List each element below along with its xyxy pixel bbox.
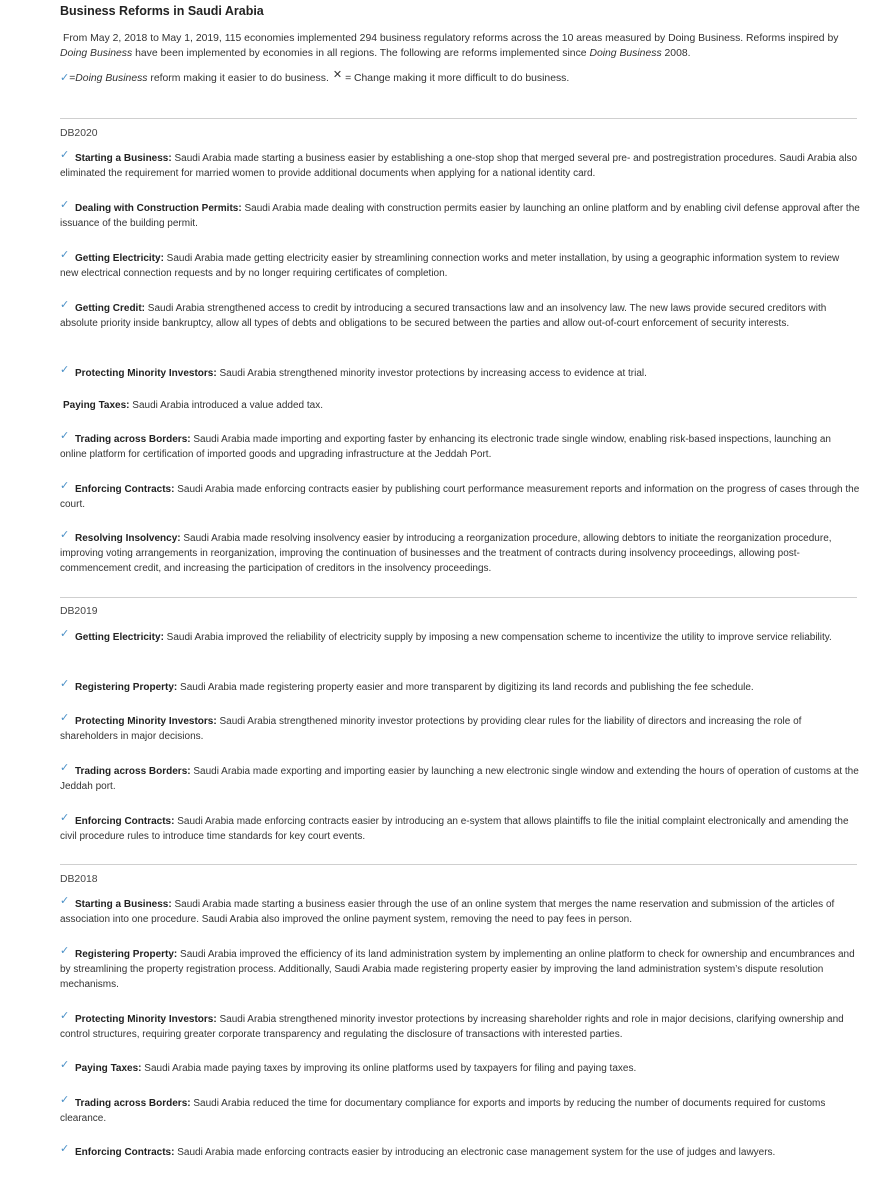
reform-text: Saudi Arabia made registering property easier and more transparent by digitizing its land records and publishing the fee schedule. <box>177 682 754 693</box>
section-divider <box>60 864 857 865</box>
reform-text: Saudi Arabia made dealing with construction permits easier by launching an online platform and by enabling civil defense approval after the issuance of the building permit. <box>60 203 860 229</box>
section-divider <box>60 118 857 119</box>
reform-label: Starting a Business: <box>75 153 172 164</box>
page-title: Business Reforms in Saudi Arabia <box>60 4 264 18</box>
legend-positive-text: reform making it easier to do business. <box>147 73 329 84</box>
reform-text: Saudi Arabia strengthened minority investor protections by increasing shareholder rights and role in major decisions, clarifying ownership and control structures, requiring greater corporate transparency and regulating the disclosure of transactions with interested parties. <box>60 1014 844 1040</box>
reform-text: Saudi Arabia improved the reliability of electricity supply by imposing a new compensation scheme to incentivize the utility to improve service reliability. <box>163 632 832 643</box>
reform-label: Getting Credit: <box>75 303 145 314</box>
reform-item <box>60 251 860 281</box>
checkmark-icon: ✓ <box>60 72 70 84</box>
year-heading-db2018: DB2018 <box>60 874 98 885</box>
reform-label: Registering Property: <box>75 949 178 960</box>
reform-label: Trading across Borders: <box>75 766 191 777</box>
reform-text: Saudi Arabia strengthened minority investor protections by providing clear rules for the liability of directors and increasing the role of shareholders in major decisions. <box>60 716 802 742</box>
reform-text: Saudi Arabia made exporting and importing easier by launching a new electronic single window and extending the hours of operation of customs at the Jeddah port. <box>60 766 859 792</box>
reform-text: Saudi Arabia made enforcing contracts easier by publishing court performance measurement reports and information on the progress of cases through the court. <box>60 484 860 510</box>
reform-label: Trading across Borders: <box>75 1098 191 1109</box>
reform-text: Saudi Arabia made importing and exporting faster by enhancing its electronic trade single window, enabling risk-based inspections, launching an online platform for certification of imported goods and upgrading infrastructure at the Jeddah Port. <box>60 434 831 460</box>
reform-text: Saudi Arabia made starting a business easier through the use of an online system that merges the name reservation and submission of the articles of association into one procedure. Saudi Arabia also improved the online payment system, removing the need to pay fees in person. <box>60 899 835 925</box>
reform-item <box>60 1061 860 1076</box>
reform-item <box>60 201 860 231</box>
checkmark-icon: ✓ <box>60 762 70 774</box>
checkmark-icon: ✓ <box>60 678 70 690</box>
reform-label: Enforcing Contracts: <box>75 484 175 495</box>
checkmark-icon: ✓ <box>60 1059 70 1071</box>
intro-text-3: 2008. <box>661 48 691 59</box>
reform-text: Saudi Arabia strengthened access to credit by introducing a secured transactions law and an insolvency law. The new laws provide secured creditors with absolute priority inside bankruptcy, allow all types of debts and obligations to be secured between the parties and allow out-of-court enforcement of security interests. <box>60 303 827 329</box>
reform-item <box>60 764 860 794</box>
checkmark-icon: ✓ <box>60 812 70 824</box>
checkmark-icon: ✓ <box>60 529 70 541</box>
reform-text: Saudi Arabia reduced the time for documentary compliance for exports and imports by reducing the number of documents required for customs clearance. <box>60 1098 826 1124</box>
legend-equals: = <box>69 73 76 84</box>
reform-label: Getting Electricity: <box>75 253 164 264</box>
intro-text-1: From May 2, 2018 to May 1, 2019, 115 economies implemented 294 business regulatory reforms across the 10 areas measured by Doing Business. Reforms inspired by <box>63 33 839 44</box>
section-divider <box>60 597 857 598</box>
reform-text: Saudi Arabia introduced a value added tax. <box>129 400 323 411</box>
reform-item <box>60 1012 860 1042</box>
reform-label: Starting a Business: <box>75 899 172 910</box>
reform-item <box>60 301 860 331</box>
checkmark-icon: ✓ <box>60 712 70 724</box>
reform-label: Enforcing Contracts: <box>75 816 175 827</box>
year-heading-db2019: DB2019 <box>60 606 98 617</box>
reform-label: Protecting Minority Investors: <box>75 368 217 379</box>
checkmark-icon: ✓ <box>60 199 70 211</box>
legend-negative-text: = Change making it more difficult to do business. <box>345 73 570 84</box>
reform-item <box>60 482 860 512</box>
reform-item <box>60 814 860 844</box>
checkmark-icon: ✓ <box>60 628 70 640</box>
reform-item <box>60 714 860 744</box>
reform-item <box>60 897 860 927</box>
checkmark-icon: ✓ <box>60 1143 70 1155</box>
intro-text-2: have been implemented by economies in all regions. The following are reforms implemented since <box>132 48 590 59</box>
reform-label: Resolving Insolvency: <box>75 533 181 544</box>
checkmark-icon: ✓ <box>60 149 70 161</box>
reform-text: Saudi Arabia made enforcing contracts easier by introducing an e-system that allows plaintiffs to file the initial complaint electronically and amending the civil procedure rules to introduce time standards for key court events. <box>60 816 849 842</box>
reform-label: Dealing with Construction Permits: <box>75 203 242 214</box>
reform-text: Saudi Arabia made enforcing contracts easier by introducing an electronic case management system for the use of judges and lawyers. <box>174 1147 776 1158</box>
cross-icon: ✕ <box>332 69 343 81</box>
reform-text: Saudi Arabia improved the efficiency of its land administration system by implementing an online platform to check for ownership and encumbrances and by streamlining the property registration process. Additionally, Saudi Arabia made registering property easier by improving the land administration system’s dispute resolution mechanisms. <box>60 949 855 990</box>
reform-text: Saudi Arabia made starting a business easier by establishing a one-stop shop that merged several pre- and postregistration procedures. Saudi Arabia also eliminated the requirement for married women to provide additional documents when applying for a national identity card. <box>60 153 858 179</box>
reform-item <box>60 366 860 381</box>
year-heading-db2020: DB2020 <box>60 128 98 139</box>
reform-label: Protecting Minority Investors: <box>75 716 217 727</box>
reform-item <box>60 630 860 645</box>
checkmark-icon: ✓ <box>60 299 70 311</box>
legend <box>60 71 569 84</box>
intro-em-1: Doing Business <box>60 48 133 59</box>
reform-item <box>60 432 860 462</box>
intro-em-2: Doing Business <box>589 48 662 59</box>
legend-em: Doing Business <box>75 73 148 84</box>
intro-paragraph <box>60 31 860 61</box>
reform-text: Saudi Arabia made paying taxes by improving its online platforms used by taxpayers for filing and paying taxes. <box>141 1063 637 1074</box>
checkmark-icon: ✓ <box>60 895 70 907</box>
checkmark-icon: ✓ <box>60 480 70 492</box>
reform-item <box>60 531 860 576</box>
reform-text: Saudi Arabia made resolving insolvency easier by introducing a reorganization procedure, allowing debtors to initiate the reorganization procedure, improving voting arrangements in reorganization, improving the continuation of businesses and the treatment of contracts during insolvency proceedings, allowing post-commencement credit, and increasing the participation of creditors in the insolvency proceedings. <box>60 533 832 574</box>
checkmark-icon: ✓ <box>60 945 70 957</box>
reform-item <box>60 947 860 992</box>
reform-item <box>60 1145 860 1160</box>
checkmark-icon: ✓ <box>60 364 70 376</box>
reform-label: Getting Electricity: <box>75 632 164 643</box>
reform-label: Enforcing Contracts: <box>75 1147 175 1158</box>
reform-label: Trading across Borders: <box>75 434 191 445</box>
reform-item <box>60 680 860 695</box>
reform-item <box>60 398 860 413</box>
reform-item <box>60 151 860 181</box>
reform-label: Registering Property: <box>75 682 178 693</box>
reform-item <box>60 1096 860 1126</box>
reform-text: Saudi Arabia strengthened minority investor protections by increasing access to evidence at trial. <box>216 368 647 379</box>
reform-label: Paying Taxes: <box>63 400 130 411</box>
checkmark-icon: ✓ <box>60 1010 70 1022</box>
checkmark-icon: ✓ <box>60 430 70 442</box>
checkmark-icon: ✓ <box>60 1094 70 1106</box>
reform-label: Paying Taxes: <box>75 1063 142 1074</box>
checkmark-icon: ✓ <box>60 249 70 261</box>
reform-label: Protecting Minority Investors: <box>75 1014 217 1025</box>
reform-text: Saudi Arabia made getting electricity easier by streamlining connection works and meter installation, by using a geographic information system to review new electrical connection requests and by no longer requiring certificates of completion. <box>60 253 840 279</box>
